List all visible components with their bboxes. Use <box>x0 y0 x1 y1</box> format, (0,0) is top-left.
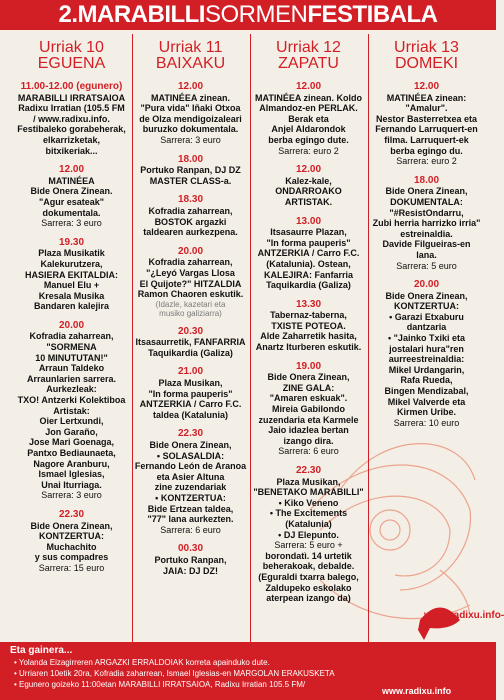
event-line: Festibaleko gorabeherak, <box>17 124 126 135</box>
event-line: KONTZERTUA: <box>394 301 459 312</box>
event-line: aurreestreinaldia: <box>388 354 465 365</box>
event-time: 00.30 <box>177 543 204 555</box>
event-line: MATINÉEA zinean. <box>150 92 230 103</box>
event-line: Sarrera: 3 euro <box>160 134 221 145</box>
event-line: Ismael Iglesias, <box>38 469 105 480</box>
event-line: 10 MINUTUTAN!" <box>35 352 108 363</box>
event-line: borondatì. 14 urtetik <box>265 550 352 561</box>
event-line: dokumentala. <box>42 207 101 218</box>
event-line: elkarrizketak, <box>42 134 101 145</box>
event-line: taldearen aurkezpena. <box>143 227 238 238</box>
event-entry <box>251 466 366 604</box>
event-line: • "Jainko Txiki eta <box>388 333 465 344</box>
event-line: Manuel Elu + <box>43 280 100 291</box>
column-date: Urriak 13 <box>394 39 459 56</box>
event-line: ZINE GALA: <box>282 382 335 393</box>
event-entry <box>133 429 248 535</box>
event-line: Taquikardia (Galiza) <box>266 280 351 291</box>
website-label: www.radixu.info-n <box>424 610 504 632</box>
event-line: HASIERA EKITALDIA: <box>25 269 118 280</box>
event-line: Bide Onera Zinean, <box>385 290 468 301</box>
event-line: eta Asier Altuna <box>156 471 225 482</box>
event-time: 22.30 <box>58 508 85 520</box>
event-line: Kofradia zaharrean, <box>148 257 233 268</box>
column-date: Urriak 10 <box>39 39 104 56</box>
event-line: TXISTE POTEOA. <box>271 320 346 331</box>
event-line: zuzendaria eta Karmele <box>258 414 359 425</box>
event-line: berba egingo du. <box>390 145 463 156</box>
event-line: Kalez-kale, <box>285 175 332 186</box>
event-line: Arraunlarien sarrera. <box>26 373 117 384</box>
event-line: • DJ Elepunto. <box>278 529 339 540</box>
event-line: Plaza Musikan, <box>158 378 223 389</box>
event-line: Sarrera: 15 euro <box>38 562 105 573</box>
event-line: beherakoak, debalde. <box>262 561 355 572</box>
event-line: Portuko Ranpan, DJ DZ <box>140 165 241 176</box>
event-entry <box>14 82 129 156</box>
event-line: Artistak: <box>53 405 90 416</box>
event-time: 20.00 <box>413 279 440 291</box>
event-line: Itsasaurre Plazan, <box>270 227 347 238</box>
event-line: Nestor Basterretxea eta <box>375 113 478 124</box>
event-line: lana. <box>416 249 437 260</box>
event-line: Sarrera: 6 euro <box>278 446 339 457</box>
event-line: JAIA: DJ DZ! <box>162 565 218 576</box>
event-entry <box>369 280 484 428</box>
event-line: "#ResistOndarru, <box>389 207 464 218</box>
event-line: (Katalunia). Ostean, <box>266 258 351 269</box>
event-entry <box>251 362 366 457</box>
event-line: estreinaldia. <box>400 228 453 239</box>
event-line: Mikel Urdangarin, <box>388 364 465 375</box>
event-line: "In forma pauperis" <box>266 237 351 248</box>
day-column-4 <box>368 34 484 642</box>
event-line: zine zuzendariak <box>154 482 227 493</box>
event-line: Bide Onera Zinean. <box>30 186 113 197</box>
event-line: de Olza mendigoizaleari <box>139 113 242 124</box>
footer-url: www.radixu.info <box>382 686 452 696</box>
event-line: Sarrera: 6 euro <box>160 524 221 535</box>
event-time: 12.00 <box>413 81 440 92</box>
event-line: Almandoz-en PERLAK. <box>259 103 358 114</box>
event-line: KONTZERTUA: <box>39 531 104 542</box>
event-line: • SOLASALDIA: <box>156 450 225 461</box>
column-heading <box>133 40 248 72</box>
event-line: "In forma pauperis" <box>148 388 233 399</box>
event-line: (Katalunia) <box>285 518 332 529</box>
event-line: El Quijote?" HITZALDIA <box>139 278 242 289</box>
event-line: "77" lana aurkezten. <box>147 514 234 525</box>
column-events <box>14 82 129 574</box>
event-line: Unai Iturriaga. <box>41 479 102 490</box>
event-entry <box>14 165 129 229</box>
event-line: bitxikeriak... <box>45 145 98 156</box>
event-line: • Garazi Etxaburu <box>389 311 464 322</box>
event-line: Sarrera: 5 euro <box>396 260 457 271</box>
column-day: BAIXAKU <box>155 55 226 72</box>
event-entry <box>251 300 366 353</box>
event-entry <box>251 217 366 291</box>
event-time: 11.00-12.00 (egunero) <box>20 81 123 92</box>
event-line: berba egingo dute. <box>268 134 349 145</box>
event-line: Jon Garaño, <box>45 426 98 437</box>
event-time: 18.00 <box>413 174 440 186</box>
event-line: Sarrera: 10 euro <box>393 417 460 428</box>
event-line: musiko galiziarra) <box>159 308 222 318</box>
event-line: / www.radixu.info. <box>33 113 110 124</box>
event-line: Bide Ertzean taldea, <box>147 503 234 514</box>
event-line: DOKUMENTALA: <box>390 196 463 207</box>
event-line: Sarrera: 3 euro <box>41 218 102 229</box>
event-line: Zaldupeko eskolako <box>265 582 352 593</box>
column-date: Urriak 11 <box>158 39 223 56</box>
event-line: Ramon Chaoren eskutik. <box>137 289 244 300</box>
column-events <box>369 82 484 428</box>
event-line: Kofradia zaharrean, <box>29 331 114 342</box>
event-entry <box>133 155 248 187</box>
event-line: ANTZERKIA / Carro F.C. <box>139 399 242 410</box>
column-events <box>133 82 248 576</box>
event-line: MATINÉEA zinean: <box>386 92 467 103</box>
event-line: Mireia Gabilondo <box>271 404 345 415</box>
column-events <box>251 82 366 604</box>
event-line: Pantxo Bediaunaeta, <box>27 448 116 458</box>
event-line: "¿Leyó Vargas Llosa <box>146 267 235 278</box>
event-line: Jose Mari Goenaga, <box>28 437 115 448</box>
event-line: Radixu Irratian (105.5 FM <box>18 103 125 114</box>
event-line: • Kiko Veneno <box>278 497 339 508</box>
event-entry <box>133 367 248 420</box>
event-line: "Amaren eskuak". <box>269 393 348 404</box>
event-line: MASTER CLASS-a. <box>149 175 232 186</box>
event-line: Bide Onera Zinean, <box>267 372 350 383</box>
event-line: Bide Onera Zinean, <box>149 440 232 451</box>
event-line: Bandaren kalejira <box>33 301 110 312</box>
event-line: taldea (Katalunia) <box>152 409 228 420</box>
column-date: Urriak 12 <box>276 39 341 56</box>
event-time: 18.30 <box>177 194 204 206</box>
event-entry <box>369 176 484 271</box>
event-entry <box>251 165 366 207</box>
event-line: "Agur esateak" <box>38 196 105 207</box>
footer-bar <box>0 642 496 700</box>
page-title: 2.MARABILLI SORMEN FESTIBALA <box>58 1 438 28</box>
event-line: Itsasaurretik, FANFARRIA <box>135 337 246 348</box>
event-line: jostalari hura"ren <box>389 343 464 354</box>
event-line: "Pura vida" Iñaki Otxoa <box>140 103 241 114</box>
event-line: Bide Onera Zinean, <box>30 520 113 531</box>
event-line: Sarrera: euro 2 <box>278 145 339 156</box>
event-line: Kresala Musika <box>38 290 105 301</box>
event-line: "SORMENA <box>46 342 97 353</box>
event-line: • The Excitements <box>269 508 348 519</box>
event-entry <box>133 544 248 576</box>
event-line: Kofradia zaharrean, <box>148 205 233 216</box>
event-entry <box>14 238 129 312</box>
event-line: izango dira. <box>283 435 334 446</box>
event-line: Nagore Aranburu, <box>33 458 110 469</box>
event-line: Rafa Rueda, <box>400 375 453 386</box>
event-entry <box>133 195 248 237</box>
event-entry <box>369 82 484 167</box>
event-time: 22.30 <box>177 428 204 440</box>
event-line: Sarrera: euro 2 <box>396 156 457 167</box>
event-line: buruzko dokumentala. <box>142 124 239 135</box>
event-line: Sarrera: 3 euro <box>41 490 102 501</box>
event-time: 20.00 <box>58 319 85 331</box>
event-line: filma. Larruquert-ek <box>384 134 469 145</box>
event-line: MARABILLI IRRATSAIOA <box>17 92 126 103</box>
column-day: EGUENA <box>37 55 106 72</box>
event-line: • KONTZERTUA: <box>155 493 226 503</box>
event-time: 19.00 <box>295 360 322 372</box>
event-line: Jaio idazlea bertan <box>268 425 349 436</box>
event-line: KALEJIRA: Fanfarria <box>263 269 353 280</box>
event-line: (Eguraldi txarra balego, <box>258 571 359 582</box>
day-column-3 <box>250 34 366 642</box>
event-entry <box>133 82 248 146</box>
event-line: Mikel Valverde eta <box>387 396 466 407</box>
event-time: 12.00 <box>295 81 322 92</box>
event-entry <box>14 321 129 501</box>
event-line: dantzaria <box>406 322 447 333</box>
column-heading <box>369 40 484 72</box>
event-line: Kirmen Uribe. <box>396 407 456 418</box>
footer-heading: Eta gainera... <box>10 645 73 656</box>
day-column-2 <box>132 34 248 642</box>
column-day: ZAPATU <box>278 55 339 72</box>
event-time: 12.00 <box>177 81 204 92</box>
event-time: 12.00 <box>58 164 85 176</box>
event-line: Zubi herria harrizko irria" <box>372 218 481 229</box>
event-line: Bide Onera Zinean, <box>385 186 468 197</box>
column-heading <box>251 40 366 72</box>
event-entry <box>14 510 129 574</box>
event-time: 20.30 <box>177 325 204 337</box>
event-line: Alde Zaharretik hasita, <box>260 331 357 342</box>
event-line: aterpean izango da) <box>266 593 351 604</box>
event-line: MATINÉEA zinean. Koldo <box>255 92 362 103</box>
event-time: 19.30 <box>58 236 85 248</box>
event-time: 22.30 <box>295 465 322 476</box>
event-entry <box>133 327 248 359</box>
footer-line-2: • Urriaren 10etik 20ra, Kofradia zaharrean, Ismael Iglesias-en MARGOLAN ERAKUSKETA <box>14 669 335 678</box>
event-line: Anartz Iturberen eskutik. <box>255 342 362 353</box>
event-line: Tabernaz-taberna, <box>270 310 347 321</box>
event-line: Anjel Aldarondok <box>271 124 346 135</box>
event-line: y sus compadres <box>34 552 109 563</box>
event-line: Taquikardia (Galiza) <box>148 347 233 358</box>
event-entry <box>133 247 248 318</box>
event-line: Fernando León de Aranoa <box>134 461 247 472</box>
event-line: ANTZERKIA / Carro F.C. <box>257 248 360 259</box>
event-line: Bingen Mendizabal, <box>384 386 469 397</box>
event-line: ONDARROAKO ARTISTAK. <box>275 186 342 207</box>
event-line: Muchachito <box>46 541 97 552</box>
column-heading <box>14 40 129 72</box>
event-line: Fernando Larruquert-en <box>375 124 478 135</box>
event-entry <box>251 82 366 156</box>
event-time: 20.00 <box>177 245 204 257</box>
event-time: 18.00 <box>177 153 204 165</box>
event-line: "Amalur". <box>405 103 448 114</box>
footer-line-1: • Yolanda Eizagirreren ARGAZKI ERRALDOIAK korreta apainduko dute. <box>14 658 270 667</box>
event-line: Kalekurutzera, <box>40 258 103 269</box>
event-line: Plaza Musikatik <box>38 248 105 259</box>
event-time: 13.30 <box>295 298 322 310</box>
event-line: MATINÉEA <box>48 175 95 186</box>
event-time: 13.00 <box>295 215 322 227</box>
event-line: (Idazle, kazetari eta <box>155 299 226 309</box>
event-line: Arraun Taldeko <box>38 363 105 374</box>
column-day: DOMEKI <box>394 55 459 72</box>
event-line: Aurkezleak: <box>46 384 97 395</box>
event-line: Oier Lertxundi, <box>39 416 104 427</box>
event-line: "BENETAKO MARABILLI" <box>253 487 364 498</box>
event-time: 21.00 <box>177 366 204 378</box>
event-line: Plaza Musikan, <box>276 476 341 487</box>
event-time: 12.00 <box>295 164 322 176</box>
event-line: Davide Filgueiras-en <box>382 239 471 250</box>
programme-columns <box>14 34 484 642</box>
event-line: Portuko Ranpan, <box>154 554 227 565</box>
footer-line-3: • Egunero goizeko 11:00etan MARABILLI IRRATSAIOA, Radixu Irratian 105.5 FM/ <box>14 680 306 689</box>
day-column-1 <box>14 34 129 642</box>
event-line: Sarrera: 5 euro + <box>274 540 343 551</box>
event-line: BOSTOK argazki <box>154 216 227 227</box>
event-line: Berak eta <box>288 113 329 124</box>
event-line: TXO! Antzerki Kolektiboa <box>17 395 126 406</box>
